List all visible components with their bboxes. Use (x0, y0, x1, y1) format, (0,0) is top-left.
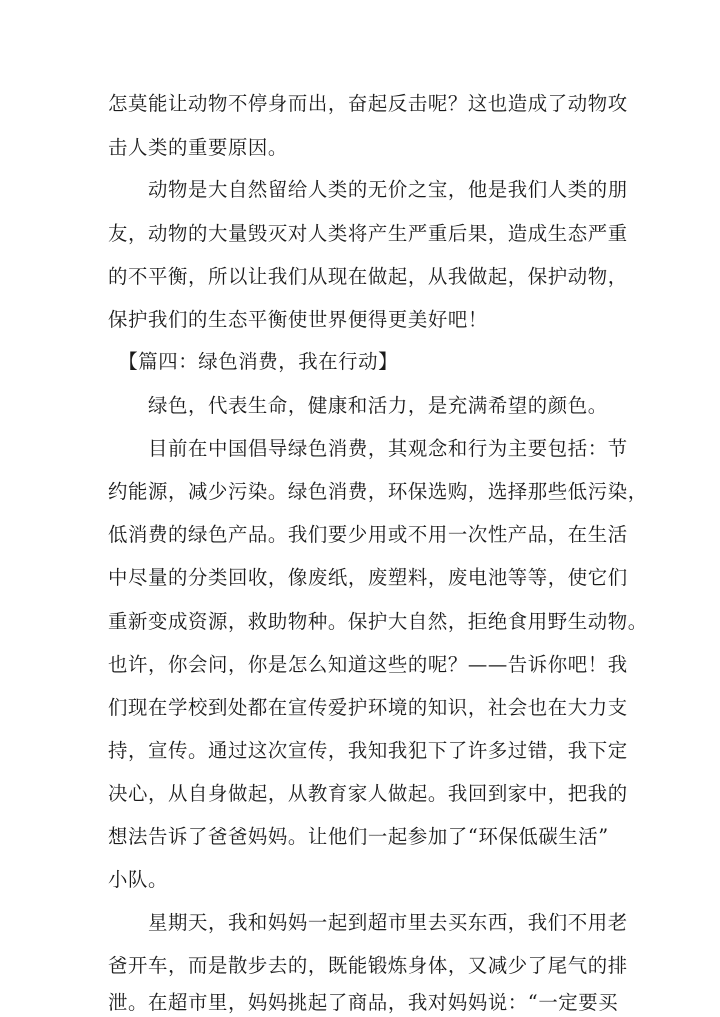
text-line: 爸开车，而是散步去的，既能锻炼身体，又减少了尾气的排 (108, 954, 628, 977)
text-line: 想法告诉了爸爸妈妈。让他们一起参加了“环保低碳生活” (108, 825, 609, 848)
text-line: 绿色，代表生命，健康和活力，是充满希望的颜色。 (108, 394, 608, 417)
text-line: 怎莫能让动物不停身而出，奋起反击呢？这也造成了动物攻 (108, 92, 628, 115)
text-line: 决心，从自身做起，从教育家人做起。我回到家中，把我的 (108, 782, 628, 805)
text-line: 动物是大自然留给人类的无价之宝，他是我们人类的朋 (108, 178, 628, 201)
text-line: 重新变成资源，救助物种。保护大自然，拒绝食用野生动物。 (108, 610, 648, 633)
text-line: 的不平衡，所以让我们从现在做起，从我做起，保护动物， (108, 265, 628, 288)
text-line: 目前在中国倡导绿色消费，其观念和行为主要包括：节 (108, 437, 628, 460)
text-line: 保护我们的生态平衡使世界便得更美好吧！ (108, 308, 488, 331)
text-line: 也许，你会问，你是怎么知道这些的呢？——告诉你吧！我 (108, 653, 628, 676)
text-line: 们现在学校到处都在宣传爱护环境的知识，社会也在大力支 (108, 696, 628, 719)
text-line: 友，动物的大量毁灭对人类将产生严重后果，造成生态严重 (108, 222, 628, 245)
text-line: 小队。 (108, 868, 168, 891)
text-line: 击人类的重要原因。 (108, 136, 288, 159)
text-line: 星期天，我和妈妈一起到超市里去买东西，我们不用老 (108, 911, 628, 934)
text-line: 持，宣传。通过这次宣传，我知我犯下了许多过错，我下定 (108, 739, 628, 762)
text-line: 约能源，减少污染。绿色消费，环保选购，选择那些低污染， (108, 480, 648, 503)
text-line: 泄。在超市里，妈妈挑起了商品，我对妈妈说：“一定要买 (108, 991, 619, 1014)
section-heading: 【篇四：绿色消费，我在行动】 (108, 350, 399, 373)
text-line: 低消费的绿色产品。我们要少用或不用一次性产品，在生活 (108, 523, 628, 546)
text-line: 中尽量的分类回收，像废纸，废塑料，废电池等等，使它们 (108, 566, 628, 589)
